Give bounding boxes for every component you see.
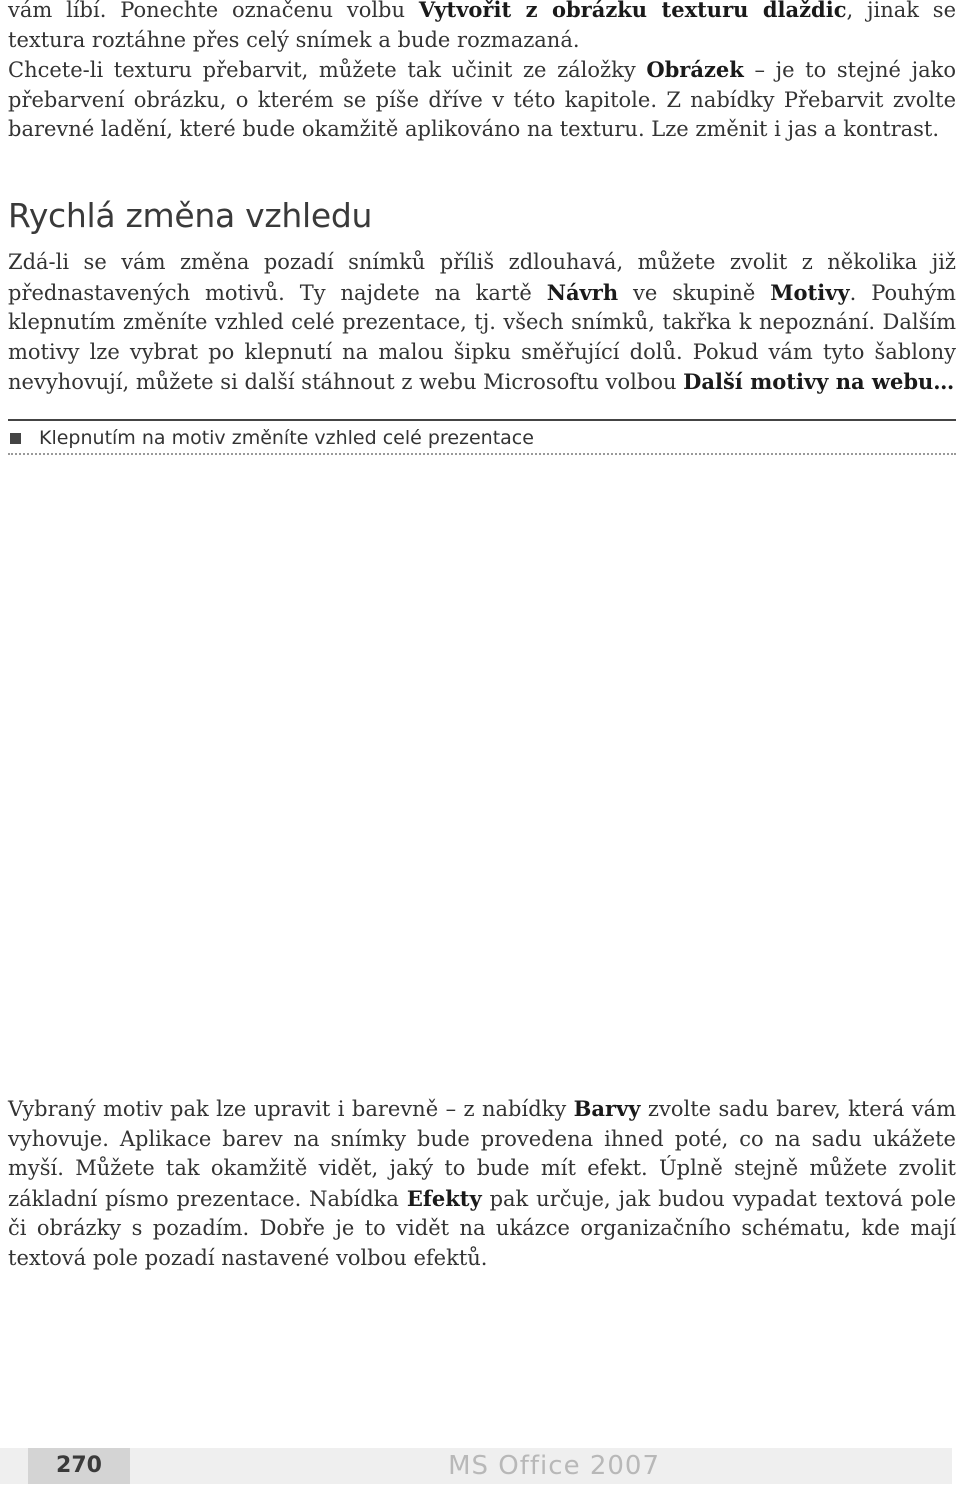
book-title: MS Office 2007: [448, 1451, 660, 1481]
bold-term: Další motivy na webu…: [683, 369, 955, 394]
text-run: Vybraný motiv pak lze upravit i barevně – z nabídky: [8, 1097, 574, 1121]
bullet-square-icon: [10, 433, 21, 444]
dotted-divider: [8, 453, 956, 455]
bold-term: Vytvořit z obrázku texturu dlaždic: [418, 0, 847, 22]
bold-term: Efekty: [406, 1185, 482, 1211]
text-run: pak určuje, jak budou vypadat textová pole či obrázky s pozadím. Dobře je to vidět na ukázce organizačního schématu, kde mají textová pole pozadí nastavené volbou efektů.: [8, 1186, 956, 1270]
bold-term: Návrh: [546, 279, 619, 305]
bold-term: Obrázek: [646, 57, 744, 82]
bold-term: Motivy: [770, 279, 850, 305]
text-run: Chcete-li texturu přebarvit, můžete tak učinit ze záložky: [8, 58, 647, 82]
paragraph-texture-1: [8, 0, 956, 55]
text-run: , jinak se textura roztáhne přes celý snímek a bude rozmazaná.: [8, 0, 957, 52]
page-footer: [0, 1448, 952, 1484]
bold-term: Barvy: [573, 1096, 641, 1121]
text-run: Zdá-li se vám změna pozadí snímků příliš zdlouhavá, můžete zvolit z několika již přednastavených motivů. Ty najdete na kartě: [8, 250, 956, 305]
figure-caption: [8, 419, 956, 455]
figure-placeholder: [8, 460, 956, 1080]
text-run: vám líbí. Ponechte označenu volbu: [8, 0, 419, 22]
paragraph-texture: [8, 0, 956, 145]
page-number: 270: [56, 1453, 102, 1478]
figure-caption-text: Klepnutím na motiv změníte vzhled celé prezentace: [39, 427, 534, 449]
section-heading: Rychlá změna vzhledu: [8, 196, 373, 235]
text-run: zvolte sadu barev, která vám vyhovuje. Aplikace barev na snímky bude provedena ihned poté, co na sadu ukážete myší. Můžete tak okamžitě vidět, jaký to bude mít efekt. Úplně stejně můžete zvolit základní písmo prezentace. Nabídka: [8, 1097, 957, 1211]
text-run: – je to stejné jako přebarvení obrázku, o kterém se píše dříve v této kapitole. Z nabídky Přebarvit zvolte barevné ladění, které bude okamžitě aplikováno na texturu. Lze změnit i jas a kontrast.: [8, 58, 956, 141]
text-run: . Pouhým klepnutím změníte vzhled celé prezentace, tj. všech snímků, takřka k nepoznání. Dalším motivy lze vybrat po klepnutí na malou šipku směřující dolů. Pokud vám tyto šablony nevyhovují, můžete si další stáhnout z webu Microsoftu volbou: [8, 280, 956, 394]
paragraph-barvy: [8, 1094, 956, 1273]
text-run: ve skupině: [618, 280, 771, 305]
paragraph-texture-2: [8, 55, 956, 145]
paragraph-motivy: [8, 248, 956, 398]
